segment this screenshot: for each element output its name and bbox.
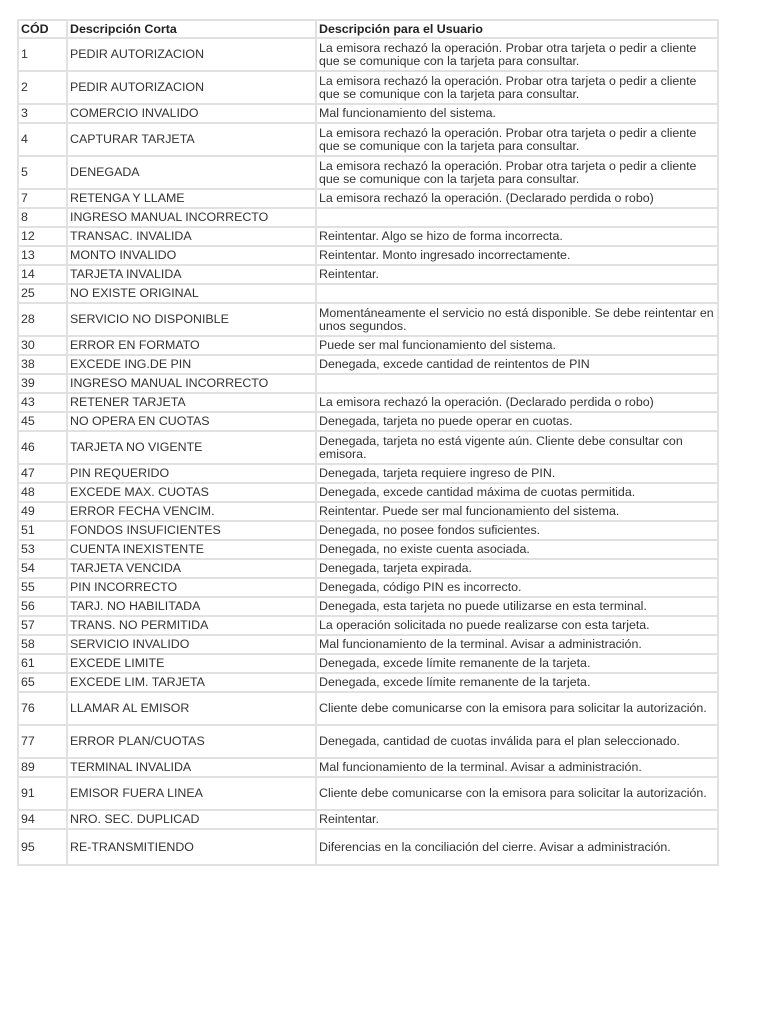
user-description-cell: Reintentar. Monto ingresado incorrectamente. (316, 246, 718, 265)
header-user-description: Descripción para el Usuario (316, 20, 718, 38)
code-cell: 7 (18, 189, 67, 208)
code-cell: 25 (18, 284, 67, 303)
code-cell: 61 (18, 654, 67, 673)
short-description-cell: PIN INCORRECTO (67, 578, 316, 597)
table-row (18, 654, 718, 673)
table-row (18, 393, 718, 412)
table-header (18, 20, 718, 38)
short-description-cell: ERROR FECHA VENCIM. (67, 502, 316, 521)
table-row (18, 208, 718, 227)
short-description-cell: TARJETA VENCIDA (67, 559, 316, 578)
code-cell: 48 (18, 483, 67, 502)
code-cell: 51 (18, 521, 67, 540)
code-cell: 53 (18, 540, 67, 559)
user-description-cell: Denegada, cantidad de cuotas inválida para el plan seleccionado. (316, 725, 718, 758)
table-row (18, 374, 718, 393)
user-description-cell: Diferencias en la conciliación del cierre. Avisar a administración. (316, 829, 718, 865)
user-description-cell: Denegada, tarjeta expirada. (316, 559, 718, 578)
short-description-cell: TRANS. NO PERMITIDA (67, 616, 316, 635)
table-row (18, 336, 718, 355)
table-row (18, 246, 718, 265)
user-description-cell: La emisora rechazó la operación. Probar otra tarjeta o pedir a cliente que se comunique con la tarjeta para consultar. (316, 38, 718, 71)
short-description-cell: CAPTURAR TARJETA (67, 123, 316, 156)
user-description-cell: Denegada, esta tarjeta no puede utilizarse en esta terminal. (316, 597, 718, 616)
user-description-cell: Denegada, excede límite remanente de la tarjeta. (316, 673, 718, 692)
table-row (18, 502, 718, 521)
table-row (18, 616, 718, 635)
user-description-cell: La emisora rechazó la operación. (Declarado perdida o robo) (316, 189, 718, 208)
short-description-cell: INGRESO MANUAL INCORRECTO (67, 208, 316, 227)
short-description-cell: INGRESO MANUAL INCORRECTO (67, 374, 316, 393)
table-row (18, 156, 718, 189)
user-description-cell: Cliente debe comunicarse con la emisora para solicitar la autorización. (316, 692, 718, 725)
table-row (18, 284, 718, 303)
user-description-cell: Reintentar. Puede ser mal funcionamiento del sistema. (316, 502, 718, 521)
code-cell: 77 (18, 725, 67, 758)
short-description-cell: ERROR EN FORMATO (67, 336, 316, 355)
code-cell: 2 (18, 71, 67, 104)
table-row (18, 578, 718, 597)
short-description-cell: NO OPERA EN CUOTAS (67, 412, 316, 431)
user-description-cell: Mal funcionamiento de la terminal. Avisar a administración. (316, 758, 718, 777)
code-cell: 38 (18, 355, 67, 374)
header-short-description: Descripción Corta (67, 20, 316, 38)
short-description-cell: TARJETA INVALIDA (67, 265, 316, 284)
user-description-cell: Cliente debe comunicarse con la emisora para solicitar la autorización. (316, 777, 718, 810)
user-description-cell: Mal funcionamiento de la terminal. Avisar a administración. (316, 635, 718, 654)
short-description-cell: LLAMAR AL EMISOR (67, 692, 316, 725)
table-row (18, 559, 718, 578)
code-cell: 95 (18, 829, 67, 865)
user-description-cell: La emisora rechazó la operación. Probar otra tarjeta o pedir a cliente que se comunique con la tarjeta para consultar. (316, 156, 718, 189)
short-description-cell: EMISOR FUERA LINEA (67, 777, 316, 810)
table-row (18, 464, 718, 483)
user-description-cell: Denegada, excede cantidad de reintentos de PIN (316, 355, 718, 374)
code-cell: 46 (18, 431, 67, 464)
code-cell: 12 (18, 227, 67, 246)
user-description-cell: Denegada, no posee fondos suficientes. (316, 521, 718, 540)
code-cell: 76 (18, 692, 67, 725)
short-description-cell: CUENTA INEXISTENTE (67, 540, 316, 559)
table-row (18, 355, 718, 374)
header-code: CÓD (18, 20, 67, 38)
user-description-cell: Denegada, código PIN es incorrecto. (316, 578, 718, 597)
table-row (18, 265, 718, 284)
header-row (18, 20, 718, 38)
code-cell: 91 (18, 777, 67, 810)
code-cell: 30 (18, 336, 67, 355)
table-row (18, 483, 718, 502)
table-row (18, 71, 718, 104)
short-description-cell: DENEGADA (67, 156, 316, 189)
user-description-cell: La operación solicitada no puede realizarse con esta tarjeta. (316, 616, 718, 635)
short-description-cell: RETENGA Y LLAME (67, 189, 316, 208)
short-description-cell: COMERCIO INVALIDO (67, 104, 316, 123)
code-cell: 65 (18, 673, 67, 692)
short-description-cell: TARJETA NO VIGENTE (67, 431, 316, 464)
short-description-cell: TERMINAL INVALIDA (67, 758, 316, 777)
short-description-cell: EXCEDE ING.DE PIN (67, 355, 316, 374)
table-row (18, 227, 718, 246)
code-cell: 43 (18, 393, 67, 412)
short-description-cell: NRO. SEC. DUPLICAD (67, 810, 316, 829)
user-description-cell: Denegada, tarjeta no puede operar en cuotas. (316, 412, 718, 431)
code-cell: 57 (18, 616, 67, 635)
user-description-cell: Reintentar. (316, 265, 718, 284)
code-cell: 55 (18, 578, 67, 597)
table-row (18, 38, 718, 71)
code-cell: 4 (18, 123, 67, 156)
code-cell: 58 (18, 635, 67, 654)
user-description-cell: Reintentar. (316, 810, 718, 829)
table-body (18, 38, 718, 865)
user-description-cell: La emisora rechazó la operación. Probar otra tarjeta o pedir a cliente que se comunique con la tarjeta para consultar. (316, 71, 718, 104)
user-description-cell: Denegada, excede cantidad máxima de cuotas permitida. (316, 483, 718, 502)
response-codes-table (17, 19, 719, 866)
short-description-cell: TARJ. NO HABILITADA (67, 597, 316, 616)
code-cell: 56 (18, 597, 67, 616)
short-description-cell: EXCEDE LIM. TARJETA (67, 673, 316, 692)
table-row (18, 303, 718, 336)
table-row (18, 431, 718, 464)
user-description-cell: Denegada, tarjeta requiere ingreso de PIN. (316, 464, 718, 483)
table-row (18, 810, 718, 829)
user-description-cell: Reintentar. Algo se hizo de forma incorrecta. (316, 227, 718, 246)
short-description-cell: SERVICIO NO DISPONIBLE (67, 303, 316, 336)
code-cell: 49 (18, 502, 67, 521)
user-description-cell: Mal funcionamiento del sistema. (316, 104, 718, 123)
code-cell: 14 (18, 265, 67, 284)
code-cell: 5 (18, 156, 67, 189)
table-row (18, 189, 718, 208)
user-description-cell: La emisora rechazó la operación. Probar otra tarjeta o pedir a cliente que se comunique con la tarjeta para consultar. (316, 123, 718, 156)
user-description-cell (316, 208, 718, 227)
user-description-cell: Puede ser mal funcionamiento del sistema. (316, 336, 718, 355)
short-description-cell: NO EXISTE ORIGINAL (67, 284, 316, 303)
table-row (18, 521, 718, 540)
code-cell: 47 (18, 464, 67, 483)
short-description-cell: RE-TRANSMITIENDO (67, 829, 316, 865)
table-row (18, 758, 718, 777)
short-description-cell: ERROR PLAN/CUOTAS (67, 725, 316, 758)
code-cell: 89 (18, 758, 67, 777)
code-cell: 94 (18, 810, 67, 829)
user-description-cell: Denegada, tarjeta no está vigente aún. Cliente debe consultar con emisora. (316, 431, 718, 464)
code-cell: 45 (18, 412, 67, 431)
user-description-cell: Denegada, no existe cuenta asociada. (316, 540, 718, 559)
short-description-cell: PIN REQUERIDO (67, 464, 316, 483)
table-row (18, 635, 718, 654)
user-description-cell (316, 284, 718, 303)
user-description-cell: La emisora rechazó la operación. (Declarado perdida o robo) (316, 393, 718, 412)
table-row (18, 123, 718, 156)
table-row (18, 829, 718, 865)
table-row (18, 597, 718, 616)
user-description-cell (316, 374, 718, 393)
short-description-cell: PEDIR AUTORIZACION (67, 71, 316, 104)
short-description-cell: PEDIR AUTORIZACION (67, 38, 316, 71)
code-cell: 54 (18, 559, 67, 578)
short-description-cell: RETENER TARJETA (67, 393, 316, 412)
code-cell: 8 (18, 208, 67, 227)
short-description-cell: TRANSAC. INVALIDA (67, 227, 316, 246)
table-row (18, 673, 718, 692)
user-description-cell: Momentáneamente el servicio no está disponible. Se debe reintentar en unos segundos. (316, 303, 718, 336)
user-description-cell: Denegada, excede límite remanente de la tarjeta. (316, 654, 718, 673)
table-row (18, 777, 718, 810)
table-row (18, 692, 718, 725)
short-description-cell: EXCEDE LIMITE (67, 654, 316, 673)
code-cell: 28 (18, 303, 67, 336)
short-description-cell: SERVICIO INVALIDO (67, 635, 316, 654)
short-description-cell: FONDOS INSUFICIENTES (67, 521, 316, 540)
code-cell: 3 (18, 104, 67, 123)
table-row (18, 725, 718, 758)
code-cell: 39 (18, 374, 67, 393)
code-cell: 13 (18, 246, 67, 265)
code-cell: 1 (18, 38, 67, 71)
short-description-cell: MONTO INVALIDO (67, 246, 316, 265)
table-row (18, 540, 718, 559)
table-row (18, 104, 718, 123)
table-row (18, 412, 718, 431)
short-description-cell: EXCEDE MAX. CUOTAS (67, 483, 316, 502)
